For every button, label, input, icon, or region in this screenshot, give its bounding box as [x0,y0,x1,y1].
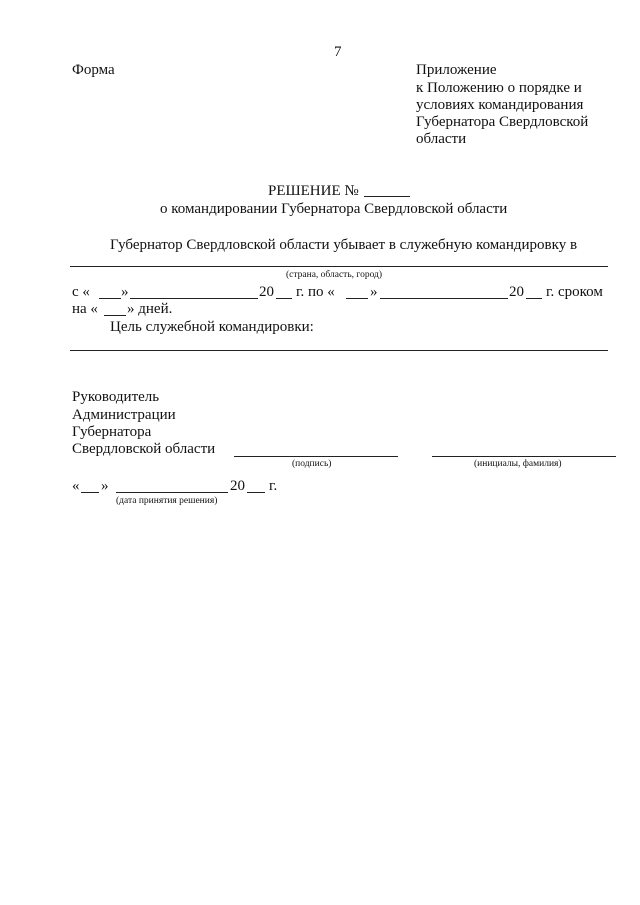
destination-hint: (страна, область, город) [286,270,383,280]
to-year-suffix: г. сроком [546,284,603,300]
to-month-field[interactable] [380,298,508,299]
position-line: Руководитель [72,389,160,405]
document-subtitle: о командировании Губернатора Свердловской области [160,201,508,217]
to-year-prefix: 20 [509,284,524,300]
signature-field[interactable] [234,456,398,457]
decision-day-field[interactable] [81,492,99,493]
date-close-quote: » [101,478,109,494]
to-year-field[interactable] [526,298,542,299]
purpose-field[interactable] [70,350,608,351]
from-year-field[interactable] [276,298,292,299]
from-year-prefix: 20 [259,284,274,300]
appendix-line: условиях командирования [416,97,584,113]
signature-hint: (подпись) [292,459,332,469]
date-year-suffix: г. [269,478,278,494]
from-quote-close: » [121,284,129,300]
appendix-line: Губернатора Свердловской [416,114,589,130]
appendix-line: области [416,131,467,147]
date-year-prefix: 20 [230,478,245,494]
from-month-field[interactable] [130,298,258,299]
duration-field[interactable] [104,315,126,316]
page-number: 7 [334,44,342,60]
purpose-label: Цель служебной командировки: [110,319,314,335]
to-quote-close: » [370,284,378,300]
appendix-line: Приложение [416,62,497,78]
intro-text: Губернатор Свердловской области убывает в служебную командировку в [110,237,578,253]
appendix-line: к Положению о порядке и [416,80,582,96]
name-hint: (инициалы, фамилия) [474,459,562,469]
name-field[interactable] [432,456,616,457]
date-open-quote: « [72,478,80,494]
document-title: РЕШЕНИЕ № [268,183,359,199]
destination-field[interactable] [70,266,608,267]
decision-year-field[interactable] [247,492,265,493]
duration-suffix: » дней. [127,301,173,317]
form-label: Форма [72,62,115,78]
from-year-suffix: г. по « [296,284,335,300]
position-line: Администрации [72,407,176,423]
to-day-field[interactable] [346,298,368,299]
duration-prefix: на « [72,301,98,317]
from-prefix: с « [72,284,90,300]
from-day-field[interactable] [99,298,121,299]
decision-number-field[interactable] [364,196,410,197]
decision-date-hint: (дата принятия решения) [116,496,218,506]
position-line: Губернатора [72,424,152,440]
decision-month-field[interactable] [116,492,228,493]
position-line: Свердловской области [72,441,216,457]
